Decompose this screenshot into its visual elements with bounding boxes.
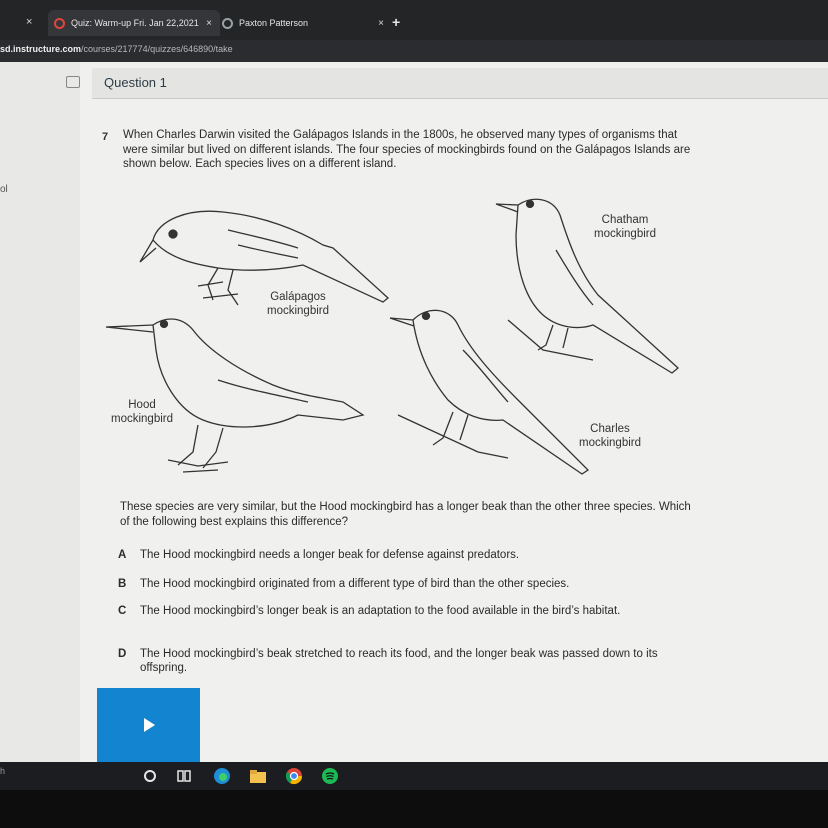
chrome-icon[interactable] — [284, 766, 304, 786]
label-line: mockingbird — [579, 437, 641, 449]
label-line: Charles — [590, 423, 630, 435]
charles-mockingbird-drawing — [390, 310, 588, 474]
question-prompt: These species are very similar, but the Hood mockingbird has a longer beak than the other three species. Which of the following best explains this difference? — [120, 501, 691, 528]
sidebar-text-fragment: ol — [0, 184, 8, 195]
question-stem: When Charles Darwin visited the Galápagos Islands in the 1800s, he observed many types of organisms that were similar but lived on different islands. The four species of mockingbirds found on the Galápagos Islands are shown below. Each species lives on a different island. — [123, 129, 691, 170]
search-circle-icon[interactable] — [140, 766, 160, 786]
question-header — [92, 68, 828, 99]
tab-quiz[interactable] — [48, 10, 220, 36]
label-line: Chatham — [601, 214, 649, 226]
question-number: 7 — [102, 131, 109, 143]
url-text[interactable] — [0, 44, 233, 54]
tab-favicon-icon — [222, 18, 233, 29]
screen-bezel — [0, 790, 828, 828]
charles-label — [568, 422, 652, 450]
search-circle-glyph — [143, 769, 157, 783]
answer-choice-c[interactable] — [118, 604, 698, 618]
label-line: mockingbird — [111, 413, 173, 425]
taskbar-text-fragment: h — [0, 766, 6, 776]
mockingbird-figure — [98, 190, 698, 480]
choice-letter: C — [118, 605, 127, 617]
choice-text: The Hood mockingbird needs a longer beak for defense against predators. — [140, 549, 520, 561]
task-view-glyph — [177, 769, 191, 783]
label-line: Galápagos — [270, 291, 326, 303]
close-tab-icon[interactable]: × — [206, 17, 212, 29]
edge-browser-icon[interactable] — [212, 766, 232, 786]
url-path: /courses/217774/quizzes/646890/take — [81, 44, 233, 54]
question-title: Question 1 — [104, 75, 167, 90]
play-media-button[interactable] — [97, 688, 200, 762]
choice-letter: D — [118, 648, 127, 660]
choice-letter: B — [118, 578, 127, 590]
edge-glyph — [213, 767, 231, 785]
choice-letter: A — [118, 549, 127, 561]
chrome-glyph — [285, 767, 303, 785]
answer-choice-b[interactable] — [118, 577, 698, 591]
spotify-glyph — [321, 767, 339, 785]
task-view-icon[interactable] — [174, 766, 194, 786]
spotify-icon[interactable] — [320, 766, 340, 786]
label-line: Hood — [128, 399, 156, 411]
tab-title: Quiz: Warm-up Fri. Jan 22,2021 — [71, 18, 199, 28]
answer-choice-d[interactable] — [118, 647, 698, 675]
label-line: mockingbird — [594, 228, 656, 240]
choice-text: The Hood mockingbird’s longer beak is an adaptation to the food available in the bird’s habitat. — [140, 605, 621, 617]
folder-glyph — [249, 768, 267, 784]
tab-paxton[interactable] — [216, 10, 392, 36]
choice-text: The Hood mockingbird originated from a different type of bird than the other species. — [140, 578, 570, 590]
course-sidebar — [0, 62, 80, 762]
answer-choice-a[interactable] — [118, 548, 698, 562]
close-tab-icon[interactable]: × — [378, 17, 384, 29]
play-icon — [144, 718, 155, 732]
file-explorer-icon[interactable] — [248, 766, 268, 786]
choice-text: The Hood mockingbird’s beak stretched to reach its food, and the longer beak was passed down to its offspring. — [140, 648, 658, 674]
close-tab-icon[interactable]: × — [26, 16, 33, 28]
chatham-label — [582, 213, 668, 241]
tab-title: Paxton Patterson — [239, 18, 309, 28]
os-taskbar — [0, 762, 828, 790]
tab-favicon-icon — [54, 18, 65, 29]
hood-mockingbird-drawing — [106, 319, 363, 472]
new-tab-button[interactable]: + — [392, 14, 401, 30]
flag-question-icon[interactable] — [66, 76, 80, 88]
label-line: mockingbird — [267, 305, 329, 317]
hood-label — [100, 398, 184, 426]
url-host: sd.instructure.com — [0, 44, 82, 54]
galapagos-label — [253, 290, 343, 318]
